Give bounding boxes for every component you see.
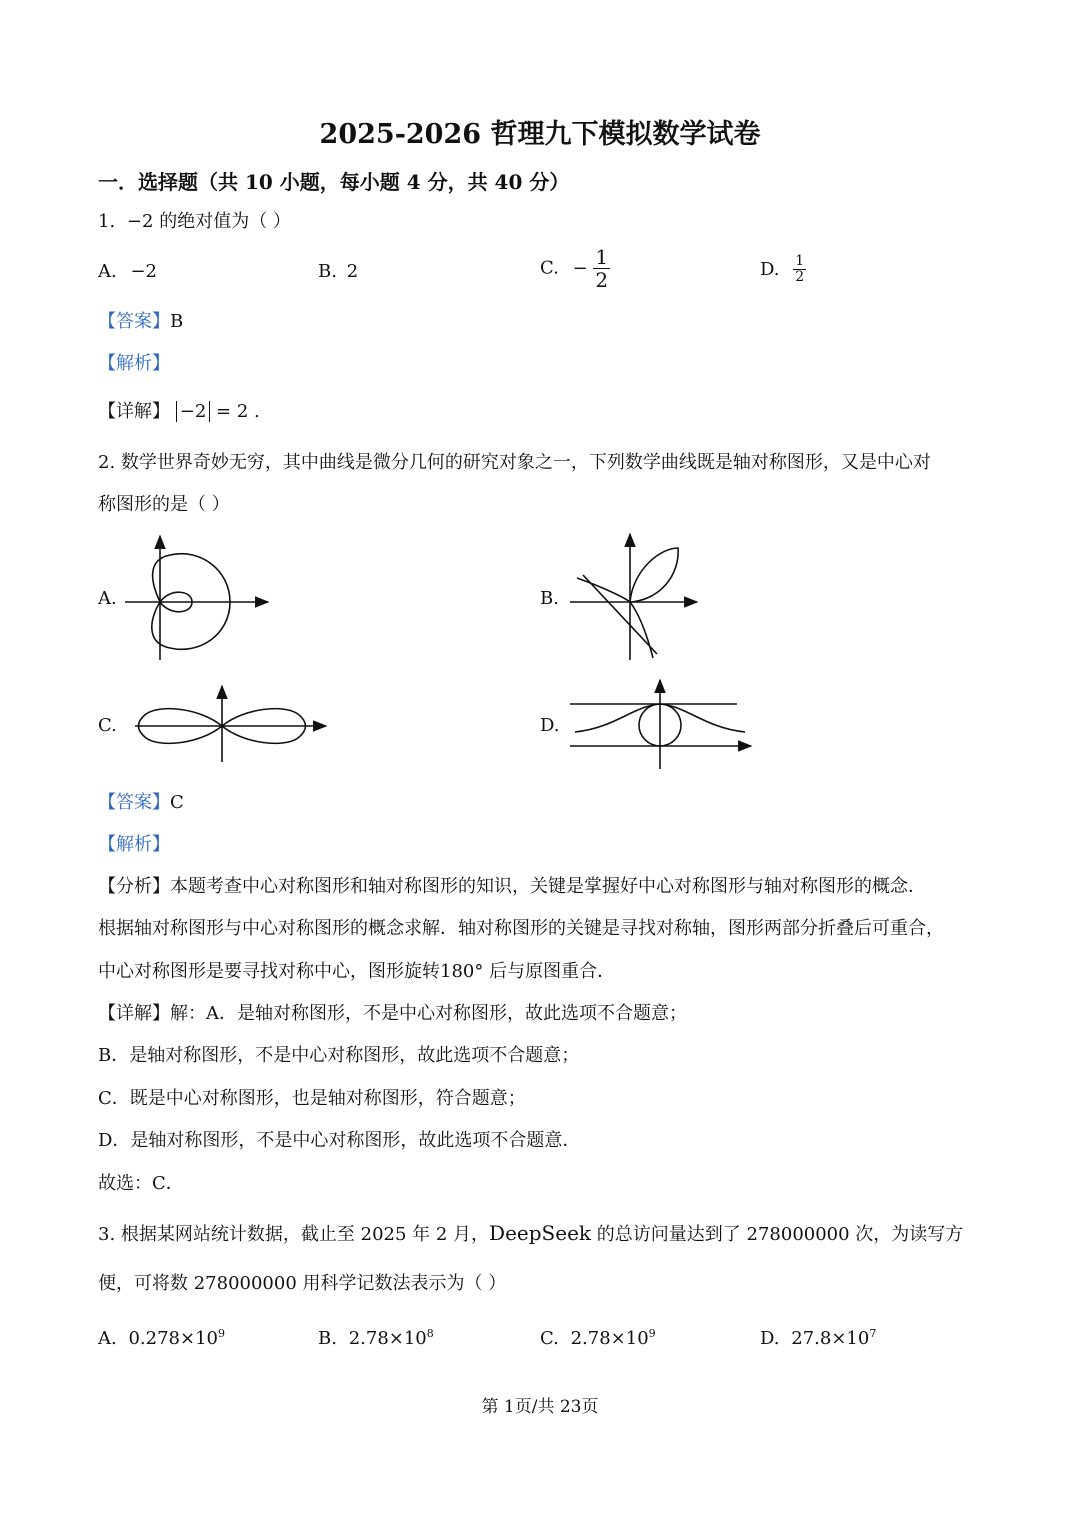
option-label: B. bbox=[318, 1328, 337, 1349]
page-footer: 第 1页/共 23页 bbox=[481, 1397, 599, 1417]
q2-conclusion: 故选：C． bbox=[98, 1173, 184, 1194]
q1-analysis-label: 【解析】 bbox=[98, 353, 170, 374]
q1-stem bbox=[98, 210, 291, 234]
fraction-numerator: 1 bbox=[795, 253, 805, 269]
fig-d-label: D. bbox=[540, 715, 560, 736]
option-value: 2.78×10 bbox=[348, 1328, 427, 1349]
option-label: C. bbox=[540, 257, 559, 279]
answer-label: 【答案】 bbox=[98, 311, 170, 332]
option-exponent: 8 bbox=[426, 1327, 434, 1340]
q1-option-d bbox=[760, 254, 806, 286]
fraction bbox=[593, 246, 610, 291]
detail-label: 【详解】 bbox=[98, 401, 170, 422]
q1-answer bbox=[98, 310, 183, 334]
answer-value: B bbox=[170, 311, 184, 332]
section-heading: 一．选择题（共 10 小题，每小题 4 分，共 40 分） bbox=[98, 170, 570, 194]
q1-value: −2 bbox=[126, 211, 154, 232]
q3-stem-part: 的总访问量达到了 278000000 次，为读写方 bbox=[591, 1224, 964, 1245]
q3-stem-line2: 便，可将数 278000000 用科学记数法表示为（ ） bbox=[98, 1273, 507, 1294]
option-value: 2.78×10 bbox=[570, 1328, 649, 1349]
page-title: 2025-2026 哲理九下模拟数学试卷 bbox=[319, 119, 761, 150]
answer-label: 【答案】 bbox=[98, 792, 170, 813]
q3-option-a bbox=[98, 1322, 225, 1351]
fig-c-label: C. bbox=[98, 715, 117, 736]
fig-b-label: B. bbox=[540, 588, 559, 609]
q2-detail-line2: B．是轴对称图形，不是中心对称图形，故此选项不合题意； bbox=[98, 1045, 580, 1066]
figure-b-folium bbox=[565, 530, 705, 665]
q3-stem-line1 bbox=[98, 1221, 963, 1247]
option-label: D. bbox=[760, 258, 780, 280]
q1-option-b bbox=[318, 260, 358, 284]
option-value: 0.278×10 bbox=[128, 1328, 218, 1349]
q2-stem-line1: 2. 数学世界奇妙无穷，其中曲线是微分几何的研究对象之一，下列数学曲线既是轴对称图形，又是中心对 bbox=[98, 452, 931, 473]
figure-a-cardioid-loop bbox=[120, 530, 280, 665]
option-value: 2 bbox=[346, 261, 359, 282]
option-exponent: 7 bbox=[869, 1327, 877, 1340]
q3-brand-name: DeepSeek bbox=[489, 1221, 592, 1245]
q1-text: 的绝对值为（ ） bbox=[159, 211, 291, 232]
q1-number: 1. bbox=[98, 211, 116, 232]
option-label: C. bbox=[540, 1328, 559, 1349]
q1-option-a bbox=[98, 260, 157, 284]
fraction bbox=[793, 254, 806, 286]
q1-detail bbox=[98, 400, 260, 424]
fraction-denominator: 2 bbox=[595, 268, 609, 292]
fig-a-label: A. bbox=[98, 588, 117, 609]
option-label: A. bbox=[98, 261, 117, 282]
q2-detail-line3: C．既是中心对称图形，也是轴对称图形，符合题意； bbox=[98, 1088, 526, 1109]
option-exponent: 9 bbox=[218, 1327, 225, 1340]
q2-analysis-line1: 【分析】本题考查中心对称图形和轴对称图形的知识，关键是掌握好中心对称图形与轴对称图形的概念． bbox=[98, 876, 926, 897]
option-label: B. bbox=[318, 261, 337, 282]
q2-stem-line2: 称图形的是（ ） bbox=[98, 494, 230, 515]
option-value: −2 bbox=[130, 261, 158, 282]
q2-detail-line4: D．是轴对称图形，不是中心对称图形，故此选项不合题意． bbox=[98, 1130, 581, 1151]
option-label: D. bbox=[760, 1328, 780, 1349]
fraction-numerator: 1 bbox=[595, 245, 609, 269]
q2-analysis-label: 【解析】 bbox=[98, 834, 170, 855]
q2-analysis-line3: 中心对称图形是要寻找对称中心，图形旋转180° 后与原图重合． bbox=[98, 961, 616, 982]
q2-detail-line1: 【详解】解：A．是轴对称图形，不是中心对称图形，故此选项不合题意； bbox=[98, 1003, 687, 1024]
fraction-denominator: 2 bbox=[795, 269, 805, 286]
option-value: 27.8×10 bbox=[791, 1328, 870, 1349]
detail-result: = 2 . bbox=[216, 401, 260, 422]
q3-option-c bbox=[540, 1322, 656, 1351]
q3-stem-part: 3. 根据某网站统计数据，截止至 2025 年 2 月， bbox=[98, 1224, 490, 1245]
option-label: A. bbox=[98, 1328, 117, 1349]
q3-option-b bbox=[318, 1322, 434, 1351]
q2-answer bbox=[98, 791, 184, 815]
option-exponent: 9 bbox=[648, 1327, 656, 1340]
q2-analysis-line2: 根据轴对称图形与中心对称图形的概念求解．轴对称图形的关键是寻找对称轴，图形两部分折叠后可重合， bbox=[98, 918, 944, 939]
q1-option-c bbox=[540, 246, 610, 291]
answer-value: C bbox=[170, 792, 184, 813]
absolute-value: −2 bbox=[176, 401, 211, 422]
figure-c-lemniscate bbox=[130, 682, 330, 767]
q3-option-d bbox=[760, 1322, 876, 1351]
figure-d-witch-curve bbox=[565, 676, 755, 771]
option-sign: − bbox=[572, 257, 588, 279]
